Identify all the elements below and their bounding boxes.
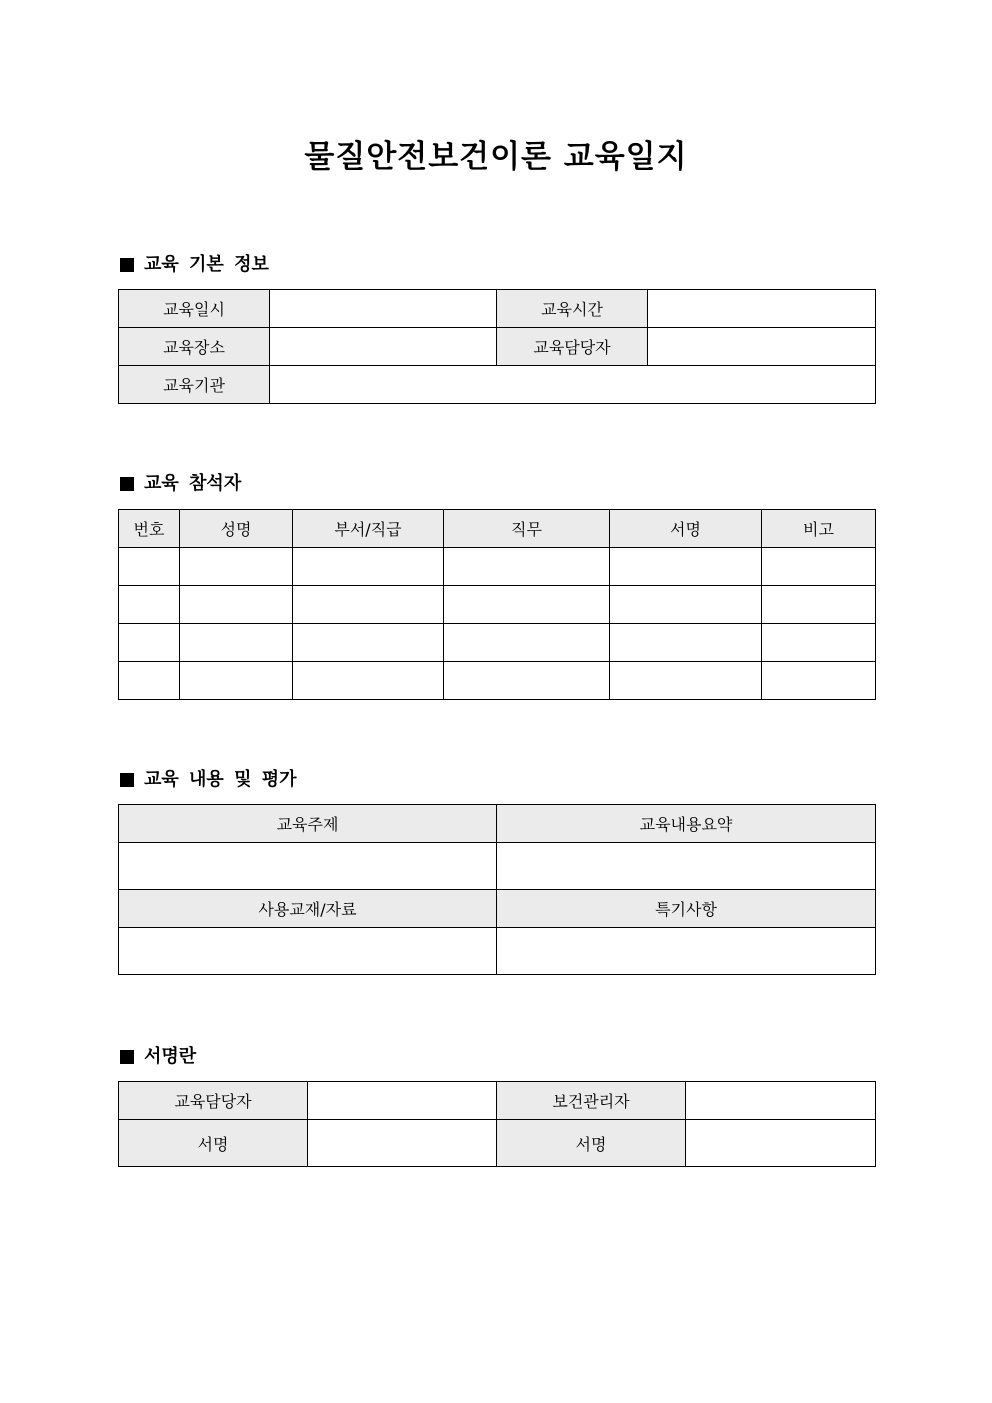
- square-bullet-icon: [120, 1050, 134, 1064]
- table-row: [119, 1082, 876, 1120]
- label-edu-manager: 교육담당자: [119, 1082, 308, 1120]
- field-edu-manager[interactable]: [308, 1082, 497, 1120]
- cell-department[interactable]: [293, 586, 444, 624]
- cell-duty[interactable]: [444, 624, 610, 662]
- cell-duty[interactable]: [444, 586, 610, 624]
- signature-table: [118, 1081, 876, 1167]
- table-header-row: [119, 805, 876, 843]
- cell-name[interactable]: [180, 662, 293, 700]
- field-place[interactable]: [270, 328, 497, 366]
- cell-remarks[interactable]: [762, 586, 876, 624]
- cell-duty[interactable]: [444, 662, 610, 700]
- column-header-remarks: 비고: [762, 510, 876, 548]
- page-title: 물질안전보건이론 교육일지: [304, 139, 688, 175]
- attendees-table: [118, 509, 876, 700]
- basic-info-table: [118, 289, 876, 404]
- column-header-name: 성명: [180, 510, 293, 548]
- cell-department[interactable]: [293, 624, 444, 662]
- section-heading-basic-info: 교육 기본 정보: [120, 252, 269, 278]
- table-row: [119, 1120, 876, 1167]
- field-notes[interactable]: [497, 928, 876, 975]
- label-time: 교육시간: [497, 290, 648, 328]
- section-heading-attendees: 교육 참석자: [120, 471, 241, 497]
- label-date: 교육일시: [119, 290, 270, 328]
- column-header-signature: 서명: [610, 510, 762, 548]
- cell-signature[interactable]: [610, 662, 762, 700]
- table-header-row: [119, 890, 876, 928]
- table-row: [119, 624, 876, 662]
- table-row: [119, 328, 876, 366]
- square-bullet-icon: [120, 477, 134, 491]
- cell-department[interactable]: [293, 548, 444, 586]
- field-time[interactable]: [648, 290, 876, 328]
- label-notes: 특기사항: [497, 890, 876, 928]
- label-health-manager-signature: 서명: [497, 1120, 686, 1167]
- table-row: [119, 548, 876, 586]
- field-summary[interactable]: [497, 843, 876, 890]
- column-header-department: 부서/직급: [293, 510, 444, 548]
- field-topic[interactable]: [119, 843, 497, 890]
- field-institution[interactable]: [270, 366, 876, 404]
- label-topic: 교육주제: [119, 805, 497, 843]
- field-date[interactable]: [270, 290, 497, 328]
- cell-signature[interactable]: [610, 624, 762, 662]
- label-manager: 교육담당자: [497, 328, 648, 366]
- column-header-duty: 직무: [444, 510, 610, 548]
- cell-department[interactable]: [293, 662, 444, 700]
- cell-remarks[interactable]: [762, 662, 876, 700]
- cell-number[interactable]: [119, 662, 180, 700]
- cell-number[interactable]: [119, 548, 180, 586]
- field-health-manager[interactable]: [686, 1082, 876, 1120]
- content-eval-table: [118, 804, 876, 975]
- field-health-manager-signature[interactable]: [686, 1120, 876, 1167]
- table-header-row: [119, 510, 876, 548]
- label-edu-manager-signature: 서명: [119, 1120, 308, 1167]
- field-edu-manager-signature[interactable]: [308, 1120, 497, 1167]
- table-row: [119, 290, 876, 328]
- label-institution: 교육기관: [119, 366, 270, 404]
- table-row: [119, 843, 876, 890]
- table-row: [119, 928, 876, 975]
- label-health-manager: 보건관리자: [497, 1082, 686, 1120]
- cell-remarks[interactable]: [762, 624, 876, 662]
- cell-signature[interactable]: [610, 548, 762, 586]
- column-header-number: 번호: [119, 510, 180, 548]
- field-materials[interactable]: [119, 928, 497, 975]
- cell-name[interactable]: [180, 548, 293, 586]
- cell-signature[interactable]: [610, 586, 762, 624]
- section-heading-content-eval: 교육 내용 및 평가: [120, 767, 297, 793]
- cell-name[interactable]: [180, 624, 293, 662]
- label-summary: 교육내용요약: [497, 805, 876, 843]
- cell-remarks[interactable]: [762, 548, 876, 586]
- field-manager[interactable]: [648, 328, 876, 366]
- label-place: 교육장소: [119, 328, 270, 366]
- label-materials: 사용교재/자료: [119, 890, 497, 928]
- cell-name[interactable]: [180, 586, 293, 624]
- cell-number[interactable]: [119, 586, 180, 624]
- cell-number[interactable]: [119, 624, 180, 662]
- table-row: [119, 366, 876, 404]
- table-row: [119, 662, 876, 700]
- table-row: [119, 586, 876, 624]
- square-bullet-icon: [120, 258, 134, 272]
- square-bullet-icon: [120, 773, 134, 787]
- section-heading-signature: 서명란: [120, 1044, 196, 1070]
- cell-duty[interactable]: [444, 548, 610, 586]
